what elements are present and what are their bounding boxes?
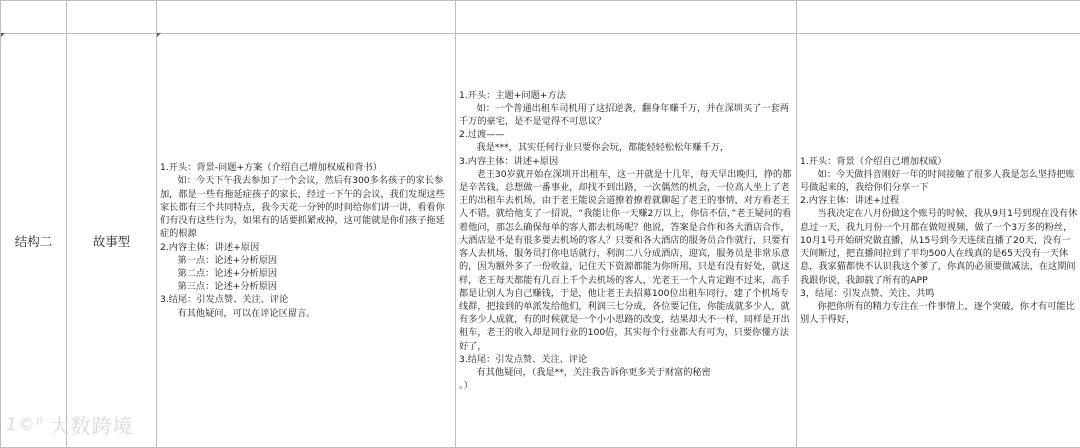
cell-text: 1.开头：主题+问题+方法 如：一个普通出租车司机用了这招逆袭，翻身年赚千万，并在深圳买了一套两千万的豪宅，是不是觉得不可思议？ 2.过渡—— 我是***，其实任何行业只要你会玩，都能轻轻松松年赚千万， 3.内容主体：讲述+原因 老王30岁就开始在深圳开出租车，这一开就是十几年，每天早出晚归，挣的都是辛苦钱，总想做一番事业，却找不到出路，一次偶然的机会，一位高人坐上了老王的出租车去机场，由于老王能说会道撩着撩着就聊起了老王的事情，对方看老王人不错，就给他支了一招说，“我能让你一天赚2万以上，你信不信，”老王疑问的看着他问，那怎么确保每单的客人都去机场呢？他说，答案是合作和各大酒店合作，大酒店是不是有很多要去机场的客人？只要和各大酒店的服务员合作就行，只要有客人去机场，服务员打你电话就行，利润二八分成酒店，迎宾，服务员是非常乐意的，因为额外多了一份收益，记住天下资源都能为你所用，只是有没有好处，就这样，老王每天都能有几百上千个去机场的客人，光老王一个人肯定跑不过来，高手都是让别人为自己赚钱，于是，他让老王去招募100位出租车同行，建了个机场专线群，把接到的单派发给他们，利润三七分成，各位要记住，你能成就多少人，就有多少人成就，有的时候就是一个小小思路的改变，结果却大不一样，同样是开出租车，老王的收入却是同行业的100倍，其实每个行业都大有可为，只要你懂方法好了， 3.结尾：引发点赞、关注、评论 有其他疑问，（我是**，关注我告诉你更多关于财富的秘密 。）	[456, 89, 796, 393]
watermark-text: 大数跨境	[50, 410, 134, 439]
content-cell[interactable]	[157, 34, 456, 448]
table-row	[1, 34, 1080, 448]
cell-comment-marker	[1, 33, 5, 37]
cell-text: 1.开头：背景（介绍自己增加权威） 如：今天做抖音刚好一年的时间接触了很多人我是怎么坚持把账号做起来的，我给你们分享一下 2.内容主体：讲述+过程 当我决定在八月份做这个账号的时候，我从9月1号到现在没有休息过一天，我九月份一个月都在做短视频，做了一个3万多的粉丝，10月1号开始研究做直播，从15号到今天连续直播了20天，没有一天间断过，把直播间拉到了平均500人在线真的是65天没有一天休息，我家猫都快不认识我这个爹了，你真的必须要做减法，在这期间我跟你说，我卸载了所有的APP 3，结尾：引发点赞、关注、共鸣 你把你所有的精力专注在一件事情上，逐个突破，你才有可能比别人干得好，	[797, 155, 1080, 327]
table-row	[1, 1, 1080, 34]
content-cell[interactable]	[456, 34, 797, 448]
cell-comment-marker	[157, 33, 161, 37]
table-cell[interactable]	[67, 1, 157, 34]
table-cell[interactable]	[456, 1, 797, 34]
table-cell[interactable]	[1, 1, 67, 34]
watermark	[6, 410, 134, 439]
watermark-logo: 1©⁰	[6, 415, 44, 435]
structure-label-cell[interactable]	[1, 34, 67, 448]
table-cell[interactable]	[157, 1, 456, 34]
type-label-cell[interactable]	[67, 34, 157, 448]
cell-text: 1.开头：背景-问题+方案（介绍自己增加权威和背书） 如：今天下午我去参加了一个会议，然后有300多名孩子的家长参加，都是一些有拖延症孩子的家长，经过一下午的会议，我们发现这些家长都有三个共同特点，我今天花一分钟的时间给你们讲一讲，看看你们有没有这些行为，如果有的话要抓紧戒掉，这可能就是你们孩子拖延症的根源 2.内容主体：讲述+原因 第一点：论述+分析原因 第二点：论述+分析原因 第三点：论述+分析原因 3.结尾：引发点赞、关注、评论 有其他疑问，可以在评论区留言。	[157, 161, 455, 319]
structure-label: 结构二	[15, 234, 53, 249]
type-label: 故事型	[93, 234, 131, 249]
content-cell[interactable]	[797, 34, 1080, 448]
table-cell[interactable]	[797, 1, 1080, 34]
